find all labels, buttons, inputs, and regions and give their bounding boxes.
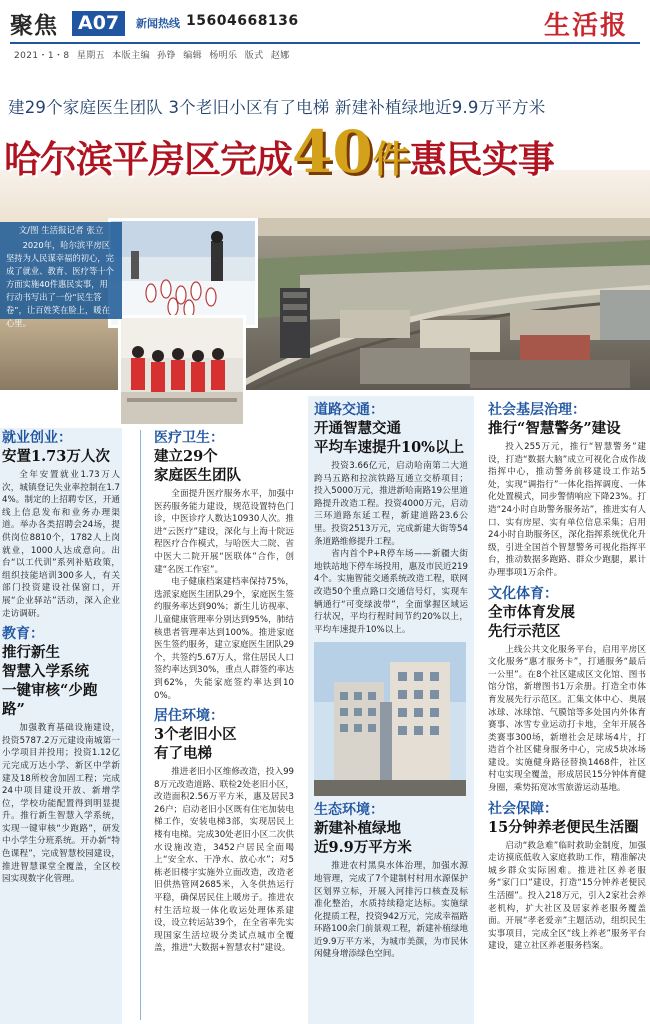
title-line: 家庭医生团队: [154, 467, 241, 484]
newspaper-logo: 生活报: [543, 11, 628, 41]
section-body: 电子健康档案建档率保持75%，选派家庭医生团队29个，家庭医生签约服务率达到90%；新生儿访视率、儿童健康管理率分别达到95%，肺结核患者管理率达到100%。推进家庭医生签约服务，建立家庭医生团队29个，共签约5.67万人，常住居民人口签约率达到30%，重点人群签约率达到62%，失能家庭签约率达到100%。: [154, 577, 294, 701]
title-line: 推行新生: [2, 644, 60, 662]
section-title: [314, 819, 468, 857]
section-body: 投资3.66亿元，启动哈南第二大道跨马五路和拉滨铁路互通立交桥项目；投入5000万元，推进新哈南路19公里道路提升改造工程。投资4000万元，启动三环道路东延工程，新建道路23.6公里。投资2513万元，完成新建大街等54条道路维修提升工程。: [314, 461, 468, 547]
photo-students: [118, 315, 246, 427]
section-body: 投入255万元，推行“智慧警务”建设，打造“数据大脑”成立可视化合成作战指挥中心，推动警务前移建设工作站5处，实现“调指行”一体化指挥调度、一体化处置模式，同步警情响应下降23%。打造“24小时自助警务服务站”，推进实有人口、实有房屋、实有单位信息采集；启用24小时自助服务区，深化指挥系统优化升级，引进全国首个智慧警务可视化指挥平台，推动数据多跑路、群众少跑腿，累计办理事项1万余件。: [488, 442, 646, 578]
section-body: 全面提升医疗服务水平，加强中医药服务能力建设，规范设置特色门诊，中医诊疗人数达10930人次。推进“云医疗”建设，深化与上海十院远程医疗合作模式，与哈医大二院、省中医大二院开展“医联体”合作，创建“名医工作室”。: [154, 489, 294, 575]
section-body: 全年安置就业1.73万人次，城镇登记失业率控制在1.74%。制定的上招聘专区，开通线上信息发布和业务办理渠道。举办各类招聘会24场，提供岗位8810个，1782人上岗就业，1000人达成意向。出台“以工代训”系列补贴政策，组织技能培训300多人，有关部门投资建设社保窗口，开展“企业驿站”活动，深入企业走访调研。: [2, 470, 120, 619]
section-body: 启动“救急难”临时救助金制度，加强走访摸底低收入家庭救助工作，精准解决城乡群众实际困难。推进社区养老服务“家门口”建设，打造“15分钟养老便民生活圈”。投入218万元，引入2家社会养老机构，扩大社区及居家养老服务覆盖面。开展“孝老爱亲”主题活动，组织民生实事项目，完成全区“线上养老”服务平台建设，建立社区养老服务档案。: [488, 840, 646, 952]
title-line: 智慧入学系统: [2, 663, 89, 681]
issue-meta: 2021・1・8 星期五 本版主编 孙铮 编辑 杨明乐 版式 赵娜: [14, 51, 290, 61]
headline-part-2: 件: [372, 137, 410, 181]
column-divider: [140, 430, 141, 1020]
title-line: 建立29个: [154, 448, 218, 465]
section-body: 省内首个P+R停车场——新疆大街地铁站地下停车场投用，惠及市民近2194个。实施智能交通系统改造工程，联网改造50个重点路口交通信号灯，实现车辆通行“可变绿波带”，全面掌握区域运行状况，平均行程时间节约20%以上，平均车速提升10%以上。: [314, 549, 468, 635]
masthead: [10, 4, 640, 62]
headline-part-1: 哈尔滨平房区完成: [4, 137, 292, 181]
hotline-number: 15604668136: [186, 13, 299, 29]
category-label: 教育：: [2, 626, 44, 643]
hotline-label: 新闻热线: [136, 17, 180, 30]
title-line: 3个老旧小区: [154, 726, 237, 744]
title-line: 推行“智慧警务”建设: [488, 420, 621, 437]
section-title: [2, 447, 120, 466]
category-label: 社会保障：: [488, 800, 558, 817]
page-number-badge: A07: [72, 11, 125, 36]
category-label: 就业创业：: [2, 430, 72, 446]
section-governance: [488, 402, 646, 580]
section-body: 推进老旧小区维修改造，投入998万元改造道路、联检2处老旧小区，改造面积2.56万平方米，惠及居民326户；启动老旧小区既有住宅加装电梯工作，安装电梯3部，实现居民上楼有电梯。完成30处老旧小区二次供水设施改造，3452户居民全面喝上“安全水、干净水、放心水”；对5栋老旧楼宇实施外立面改造，改造老旧供热管网2685米，入冬供热运行平稳，确保居民住上暖房子。推进农村生活垃圾一体化收运处理体系建设，设立转运站39个，在全省率先实现国家生活垃圾分类试点城市全覆盖，推进“大数据+智慧农村”建设。: [154, 767, 294, 954]
section-body: 推进农村黑臭水体治理，加强水源地管理，完成了7个建制村村用水源保护区划界立标，开展入河排污口核查及标准化整治，水质持续稳定达标。实施绿化提质工程，投资942万元，完成幸福路环路100余门前景观工程，新建补植绿地近9.9万平方米，为城市美颜，为市民休闲健身增添绿色空间。: [314, 861, 468, 960]
section-body: 加强教育基础设施建设，投资5787.2万元建设南城第一小学项目并投用；投资1.12亿元完成万达小学、新区中学新建及18所校舍加固工程；完成24中项目建设开放、新增学位，学校功能配置得到明显提升。推行新生智慧入学系统，实现一键审核“少跑路”，研发中小学生分班系统。开办新“特色课程”，完成智慧校园建设，推进智慧课堂全覆盖，全区校园实现数字化管理。: [2, 723, 120, 885]
main-headline: [4, 118, 644, 186]
section-employment: [2, 430, 120, 620]
title-line: 全市体育发展: [488, 603, 575, 621]
section-title: [2, 643, 120, 719]
section-sports: [488, 586, 646, 795]
category-label: 文化体育：: [488, 585, 558, 602]
section-traffic: [314, 402, 468, 636]
photo-ice-bowling: [108, 218, 258, 328]
intro-box: [0, 222, 122, 328]
column-3: [308, 396, 474, 1024]
intro-text: 2020年，哈尔滨平房区坚持为人民谋幸福的初心，完成了就业、教育、医疗等十个方面实施40件惠民实事，用行动书写出了一份“民生答卷”，让百姓笑在脸上，暖在心里。: [6, 240, 114, 328]
photo-renovated-buildings: [314, 642, 466, 796]
masthead-rule: [10, 42, 640, 44]
column-1: [0, 428, 122, 1024]
column-2: [150, 428, 298, 1024]
section-title: [488, 419, 646, 438]
category-label: 医疗卫生：: [154, 430, 224, 446]
section-title: [154, 447, 294, 485]
headline-part-3: 惠民实事: [409, 137, 554, 181]
section-title: [488, 818, 646, 837]
category-label: 社会基层治理：: [488, 402, 586, 418]
title-line: 有了电梯: [154, 745, 212, 763]
section-body: 上线公共文化服务平台，启用平房区文化服务“惠才服务卡”，打通服务“最后一公里”。在8个社区建成区文化馆、图书馆分馆，新增图书1万余册。打造全市体育发展先行示范区。汇集文体中心、奥展冰球、冰球馆、气膜馆等多处国内外体育赛事、冰雪专业运动打卡地，全年开展各类赛事300场，新增社会足球场4片，打造首个社区健身服务中心，完成5块冰场建设。实施健身路径替换1468件，社区村屯实现全覆盖，形成居民15分钟体育健身圈，乘势拓宽冰雪旅游运动基地。: [488, 644, 646, 794]
title-line: 新建补植绿地: [314, 820, 401, 838]
column-4: [482, 396, 650, 1024]
title-line: 安置1.73万人次: [2, 448, 110, 465]
byline: 文/图 生活报记者 张立: [18, 226, 104, 236]
section-medical: [154, 430, 294, 702]
section-residential: [154, 708, 294, 955]
title-line: 15分钟养老便民生活圈: [488, 818, 639, 836]
category-label: 生态环境：: [314, 802, 384, 819]
title-line: 平均车速提升10%以上: [314, 439, 464, 456]
section-name: 聚焦: [10, 13, 58, 39]
title-line: 近9.9万平方米: [314, 839, 412, 857]
title-line: 先行示范区: [488, 622, 561, 640]
subheadline: 建29个家庭医生团队 3个老旧小区有了电梯 新建补植绿地近9.9万平方米: [8, 98, 546, 117]
section-title: [488, 603, 646, 641]
section-education: [2, 626, 120, 886]
category-label: 道路交通：: [314, 402, 384, 418]
section-ecology: [314, 802, 468, 961]
headline-number: 40: [292, 118, 373, 186]
section-title: [314, 419, 468, 457]
section-security: [488, 801, 646, 953]
title-line: 开通智慧交通: [314, 420, 401, 437]
category-label: 居住环境：: [154, 708, 224, 725]
section-title: [154, 725, 294, 763]
title-line: 一键审核“少跑路”: [2, 682, 98, 719]
